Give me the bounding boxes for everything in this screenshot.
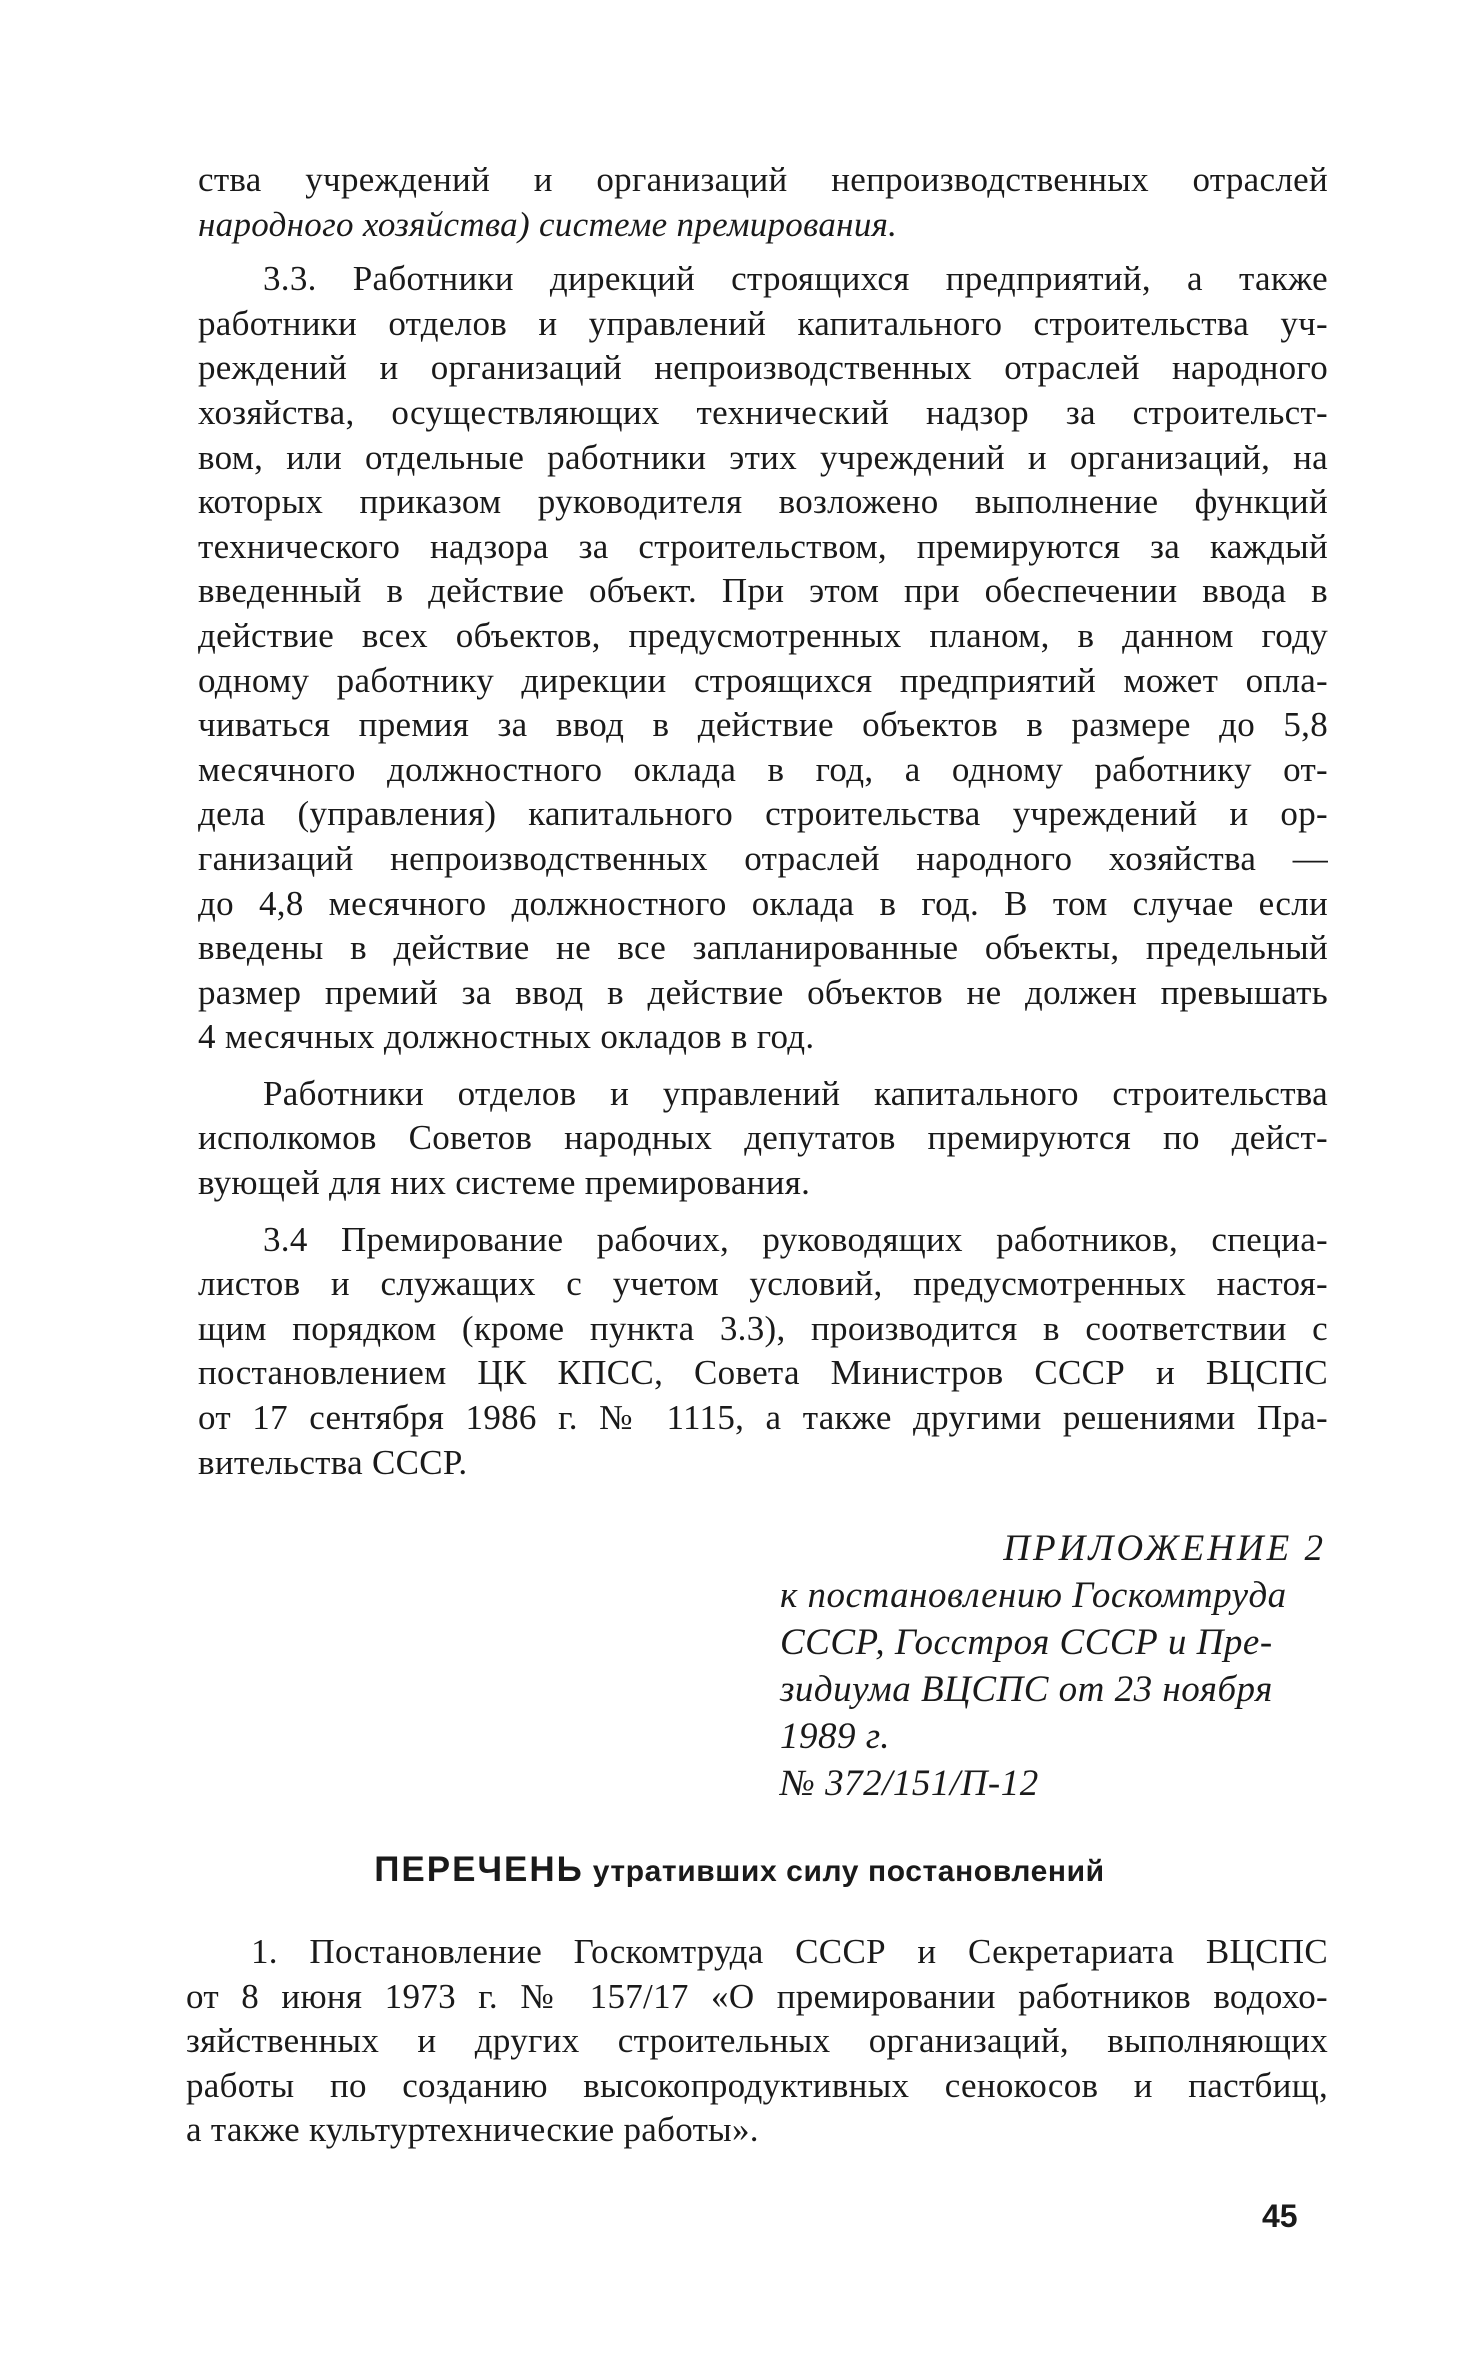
text-line: вительства СССР. (198, 1442, 468, 1482)
text-line: постановлением ЦК КПСС, Совета Министров СССР и ВЦСПС (198, 1353, 1328, 1393)
text-line: листов и служащих с учетом условий, предусмотренных настоя- (198, 1264, 1328, 1304)
text-line: 4 месячных должностных окладов в год. (198, 1017, 815, 1057)
appendix-reference (780, 1572, 1340, 1807)
text-line: которых приказом руководителя возложено выполнение функций (198, 482, 1328, 522)
text-line: введенный в действие объект. При этом при обеспечении ввода в (198, 571, 1328, 611)
text-line: действие всех объектов, предусмотренных планом, в данном году (198, 615, 1328, 655)
text-line: исполкомов Советов народных депутатов премируются по дейст- (198, 1118, 1328, 1158)
text-line: 1. Постановление Госкомтруда СССР и Секретариата ВЦСПС (251, 1932, 1328, 1971)
text-line: вом, или отдельные работники этих учреждений и организаций, на (198, 437, 1328, 477)
text-line: народного хозяйства) системе премирования. (198, 204, 898, 244)
appendix-line: 1989 г. (780, 1716, 890, 1757)
appendix-line: СССР, Госстроя СССР и Пре- (780, 1622, 1273, 1663)
text-line: размер премий за ввод в действие объектов не должен превышать (198, 972, 1328, 1012)
text-line: технического надзора за строительством, премируются за каждый (198, 526, 1328, 566)
text-line: зяйственных и других строительных организаций, выполняющих (186, 2021, 1328, 2061)
repealed-list (186, 1930, 1328, 2153)
appendix-title: ПРИЛОЖЕНИЕ 2 (1003, 1528, 1326, 1569)
document-page (198, 158, 1328, 1485)
text-line: работники отделов и управлений капитального строительства уч- (198, 303, 1328, 343)
text-line: от 8 июня 1973 г. № 157/17 «О премировании работников водохо- (186, 1976, 1328, 2016)
page-number: 45 (1262, 2198, 1298, 2234)
appendix-block (780, 1525, 1340, 1807)
appendix-line: к постановлению Госкомтруда (780, 1575, 1287, 1616)
paragraph-continuation (198, 158, 1328, 247)
text-line: 3.4 Премирование рабочих, руководящих работников, специа- (263, 1219, 1328, 1259)
list-heading-word: ПЕРЕЧЕНЬ (374, 1850, 584, 1889)
text-line: хозяйства, осуществляющих технический надзор за строительст- (198, 392, 1328, 432)
text-line: введены в действие не все запланированные объекты, предельный (198, 928, 1328, 968)
appendix-line: № 372/151/П-12 (780, 1763, 1039, 1804)
text-line: ства учреждений и организаций непроизводственных отраслей (198, 160, 1328, 199)
text-line: одному работнику дирекции строящихся предприятий может опла- (198, 660, 1328, 700)
text-line: щим порядком (кроме пункта 3.3), производится в соответствии с (198, 1308, 1328, 1348)
text-line: 3.3. Работники дирекций строящихся предприятий, а также (263, 259, 1328, 299)
text-line: месячного должностного оклада в год, а одному работнику от- (198, 749, 1328, 789)
text-line: вующей для них системе премирования. (198, 1163, 811, 1203)
text-line: дела (управления) капитального строительства учреждений и ор- (198, 794, 1328, 834)
paragraph-3-4 (198, 1218, 1328, 1486)
list-heading (0, 1850, 1479, 1890)
appendix-line: зидиума ВЦСПС от 23 ноября (780, 1669, 1273, 1710)
text-line: до 4,8 месячного должностного оклада в год. В том случае если (198, 883, 1328, 923)
text-line: а также культуртехнические работы». (186, 2110, 759, 2150)
text-line: реждений и организаций непроизводственных отраслей народного (198, 348, 1328, 388)
paragraph-3-3 (198, 257, 1328, 1060)
text-line: чиваться премия за ввод в действие объектов в размере до 5,8 (198, 705, 1328, 745)
text-line: от 17 сентября 1986 г. № 1115, а также другими решениями Пра- (198, 1398, 1328, 1438)
text-line: работы по созданию высокопродуктивных сенокосов и пастбищ, (186, 2065, 1328, 2105)
paragraph-executive-committees (198, 1072, 1328, 1206)
list-heading-rest: утративших силу постановлений (592, 1855, 1105, 1888)
text-line: Работники отделов и управлений капитального строительства (263, 1073, 1328, 1113)
text-line: ганизаций непроизводственных отраслей народного хозяйства — (198, 838, 1328, 878)
